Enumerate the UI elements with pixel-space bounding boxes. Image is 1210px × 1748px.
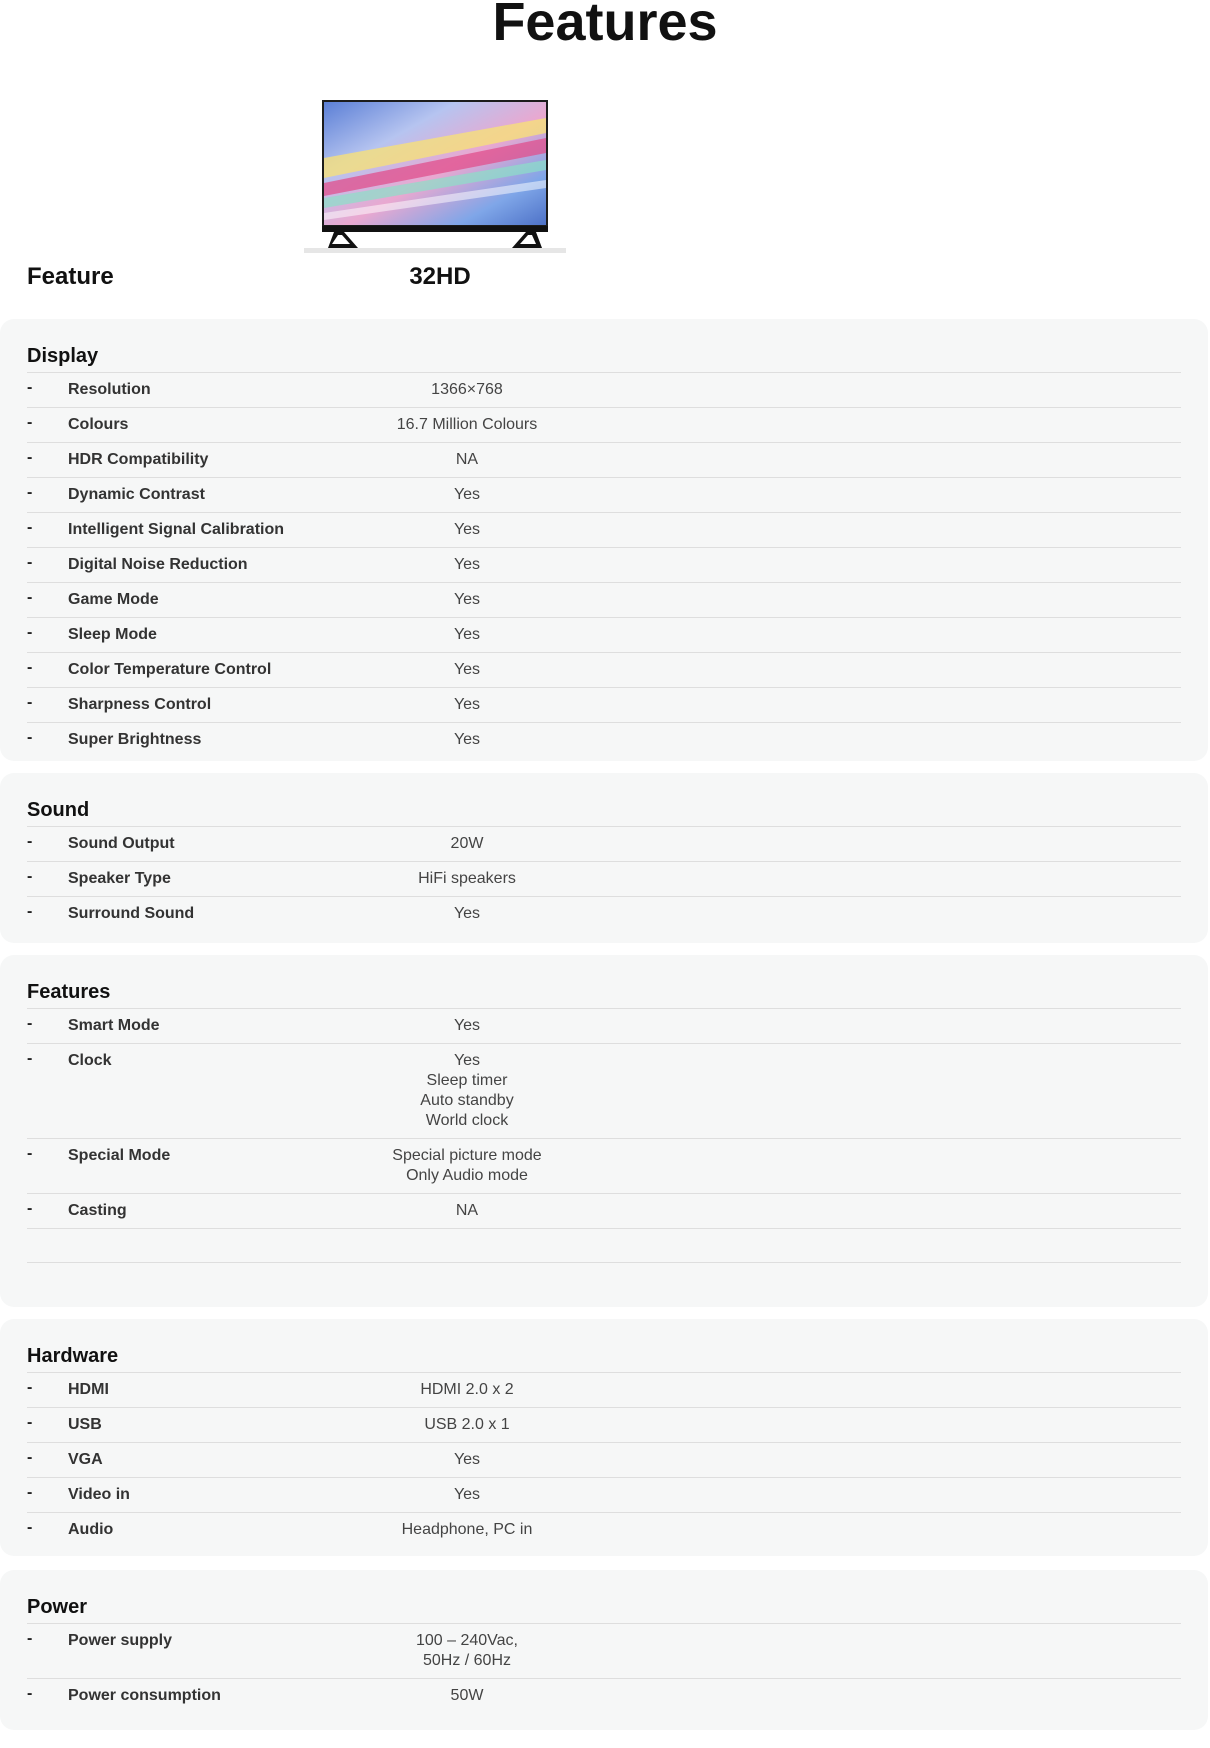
row-label: Surround Sound — [68, 905, 195, 922]
row-label: Casting — [68, 1202, 127, 1219]
row-value: Yes — [453, 1486, 481, 1503]
row-value: HDMI 2.0 x 2 — [420, 1381, 514, 1398]
feature-column-header: Feature — [27, 263, 114, 290]
section-title: Hardware — [27, 1319, 1181, 1373]
dash-icon: - — [27, 519, 33, 536]
section-hardware — [0, 1319, 1208, 1556]
row-value: 100 – 240Vac, — [415, 1632, 518, 1649]
row-value: Yes — [453, 731, 481, 748]
row-value: Yes — [453, 1017, 481, 1034]
table-row — [27, 862, 1181, 897]
row-value: NA — [455, 451, 479, 468]
table-row — [27, 1408, 1181, 1443]
table-row — [27, 443, 1181, 478]
section-sound — [0, 773, 1208, 943]
table-row — [27, 373, 1181, 408]
row-label: Sharpness Control — [68, 696, 212, 713]
row-label: Sleep Mode — [68, 626, 157, 643]
dash-icon: - — [27, 1145, 33, 1162]
row-value: HiFi speakers — [418, 870, 516, 887]
row-label: Speaker Type — [68, 870, 171, 887]
dash-icon: - — [27, 449, 33, 466]
section-title: Sound — [27, 773, 1181, 827]
section-display — [0, 319, 1208, 761]
row-value: 50Hz / 60Hz — [422, 1652, 512, 1669]
section-title: Power — [27, 1570, 1181, 1624]
table-row — [27, 1139, 1181, 1194]
table-row — [27, 827, 1181, 862]
row-label: Sound Output — [68, 835, 175, 852]
dash-icon: - — [27, 589, 33, 606]
section-features — [0, 955, 1208, 1307]
dash-icon: - — [27, 1200, 33, 1217]
row-value: Yes — [453, 1451, 481, 1468]
row-value: NA — [455, 1202, 479, 1219]
dash-icon: - — [27, 694, 33, 711]
row-label: HDMI — [68, 1381, 109, 1398]
row-label: Video in — [68, 1486, 130, 1503]
row-value: Headphone, PC in — [401, 1521, 533, 1538]
row-label: VGA — [68, 1451, 103, 1468]
table-row — [27, 897, 1181, 931]
table-row — [27, 1513, 1181, 1547]
row-label: USB — [68, 1416, 102, 1433]
dash-icon: - — [27, 1484, 33, 1501]
row-label: Colours — [68, 416, 129, 433]
row-value: 50W — [450, 1687, 484, 1704]
row-label: Super Brightness — [68, 731, 202, 748]
dash-icon: - — [27, 624, 33, 641]
table-row — [27, 723, 1181, 757]
dash-icon: - — [27, 729, 33, 746]
dash-icon: - — [27, 1379, 33, 1396]
row-value: 16.7 Million Colours — [396, 416, 538, 433]
section-power — [0, 1570, 1208, 1730]
table-row — [27, 618, 1181, 653]
row-label: Smart Mode — [68, 1017, 160, 1034]
dash-icon: - — [27, 414, 33, 431]
row-value: Yes — [453, 661, 481, 678]
dash-icon: - — [27, 659, 33, 676]
row-value: 1366×768 — [431, 381, 503, 398]
row-value: Auto standby — [420, 1092, 514, 1109]
row-label: HDR Compatibility — [68, 451, 209, 468]
row-label: Power consumption — [68, 1687, 221, 1704]
table-row — [27, 1373, 1181, 1408]
section-title: Display — [27, 319, 1181, 373]
row-value: Sleep timer — [426, 1072, 508, 1089]
dash-icon: - — [27, 484, 33, 501]
row-label: Dynamic Contrast — [68, 486, 205, 503]
empty-row — [27, 1229, 1181, 1263]
table-row — [27, 513, 1181, 548]
row-label: Clock — [68, 1052, 112, 1069]
row-label: Resolution — [68, 381, 151, 398]
row-value: USB 2.0 x 1 — [424, 1416, 510, 1433]
dash-icon: - — [27, 903, 33, 920]
row-value: Special picture mode — [392, 1147, 542, 1164]
dash-icon: - — [27, 868, 33, 885]
table-row — [27, 1478, 1181, 1513]
table-row — [27, 548, 1181, 583]
dash-icon: - — [27, 379, 33, 396]
dash-icon: - — [27, 1015, 33, 1032]
dash-icon: - — [27, 1685, 33, 1702]
row-value: Yes — [453, 626, 481, 643]
row-value: Yes — [453, 696, 481, 713]
table-row — [27, 408, 1181, 443]
row-value: Yes — [453, 1052, 481, 1069]
table-row — [27, 583, 1181, 618]
row-value: Only Audio mode — [406, 1167, 528, 1184]
row-value: Yes — [453, 556, 481, 573]
dash-icon: - — [27, 1630, 33, 1647]
row-label: Game Mode — [68, 591, 159, 608]
row-label: Digital Noise Reduction — [68, 556, 248, 573]
row-value: Yes — [453, 591, 481, 608]
dash-icon: - — [27, 833, 33, 850]
tv-icon — [304, 98, 566, 254]
dash-icon: - — [27, 554, 33, 571]
table-row — [27, 688, 1181, 723]
dash-icon: - — [27, 1519, 33, 1536]
row-label: Audio — [68, 1521, 114, 1538]
table-row — [27, 653, 1181, 688]
dash-icon: - — [27, 1414, 33, 1431]
row-value: World clock — [425, 1112, 509, 1129]
model-column-header: 32HD — [409, 263, 471, 290]
table-row — [27, 1044, 1181, 1139]
row-label: Color Temperature Control — [68, 661, 272, 678]
row-label: Intelligent Signal Calibration — [68, 521, 285, 538]
row-label: Special Mode — [68, 1147, 171, 1164]
dash-icon: - — [27, 1050, 33, 1067]
table-row — [27, 1679, 1181, 1713]
row-label: Power supply — [68, 1632, 173, 1649]
page-title: Features — [492, 0, 718, 52]
section-title: Features — [27, 955, 1181, 1009]
table-row — [27, 1624, 1181, 1679]
table-row — [27, 1009, 1181, 1044]
dash-icon: - — [27, 1449, 33, 1466]
table-row — [27, 1194, 1181, 1229]
row-value: Yes — [453, 486, 481, 503]
row-value: Yes — [453, 905, 481, 922]
table-row — [27, 478, 1181, 513]
row-value: 20W — [450, 835, 484, 852]
row-value: Yes — [453, 521, 481, 538]
table-row — [27, 1443, 1181, 1478]
